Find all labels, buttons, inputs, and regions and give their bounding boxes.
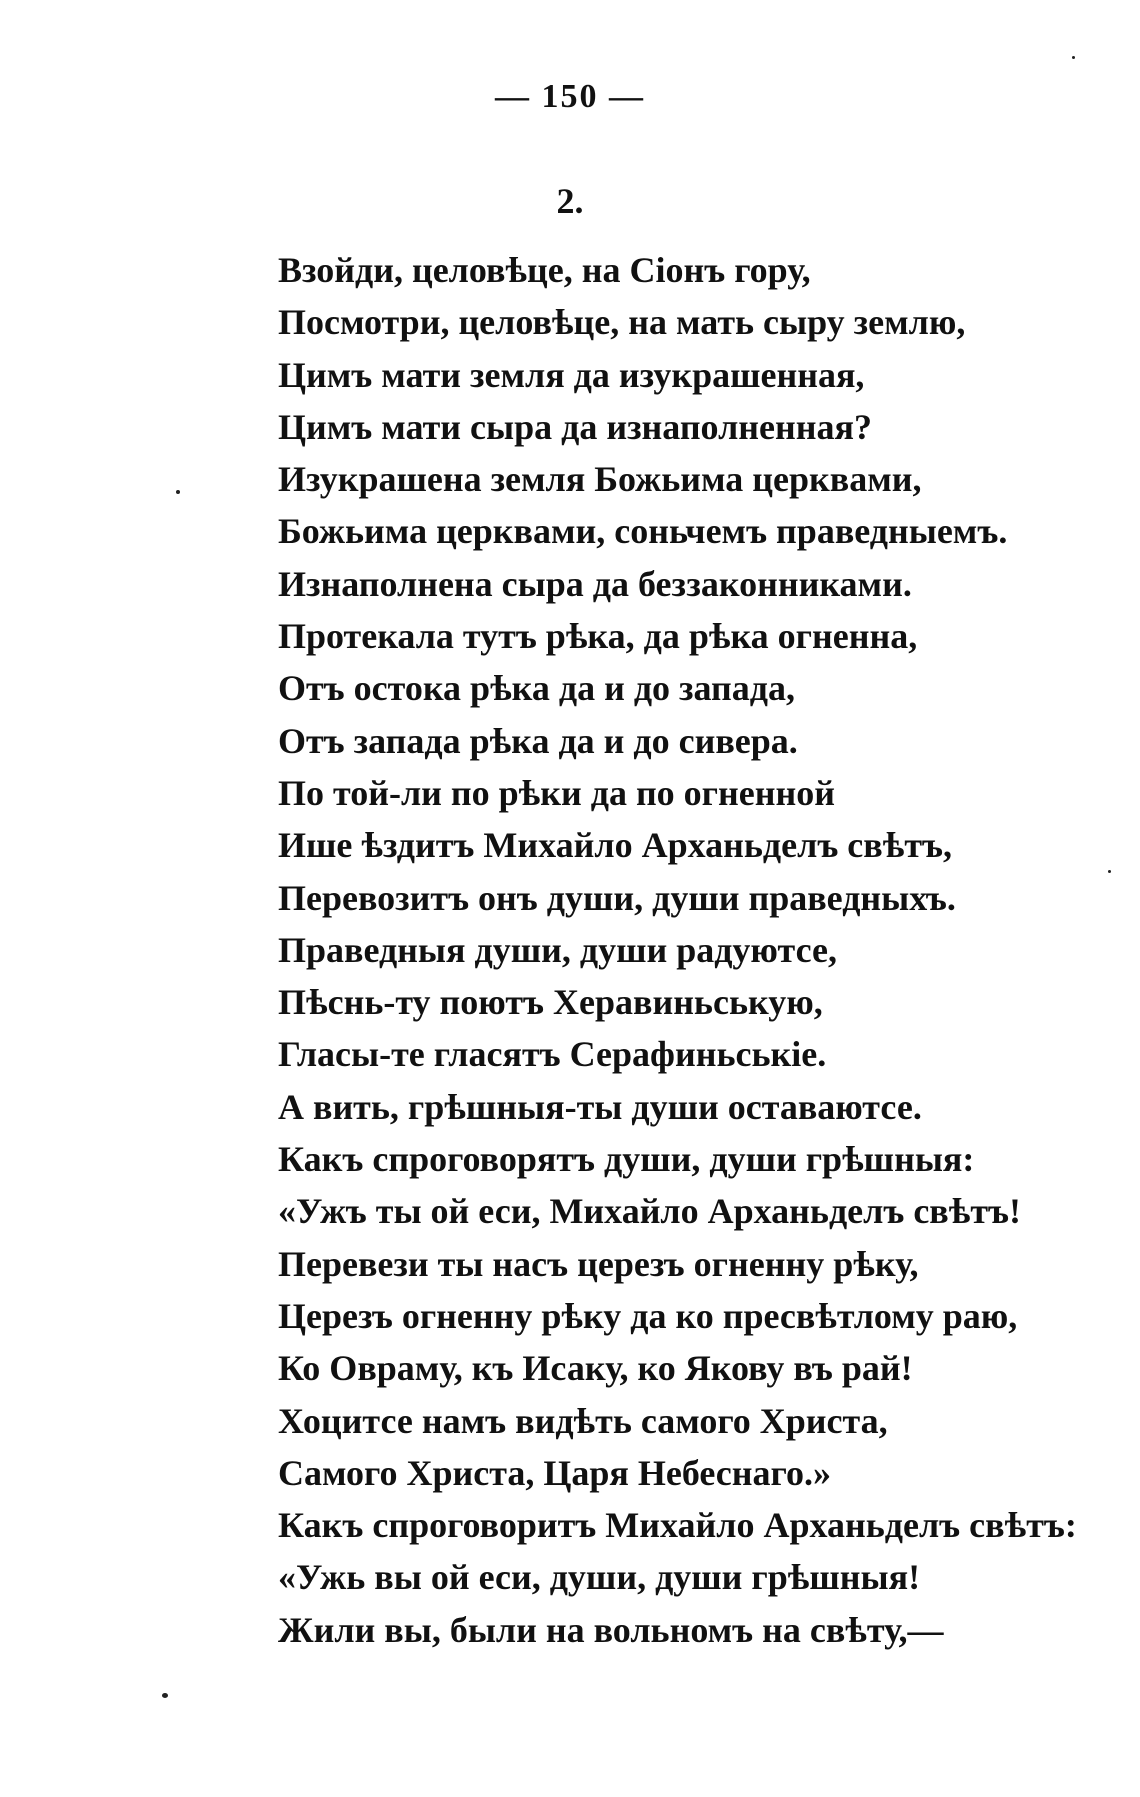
poem-line: Ко Овраму, къ Исаку, ко Якову въ рай! [278, 1348, 913, 1389]
poem-line: Какъ спроговоритъ Михайло Арханьделъ свѣтъ: [278, 1505, 1077, 1546]
poem-line: Взойди, целовѣце, на Сіонъ гору, [278, 250, 811, 290]
poem-line: Хоцитсе намъ видѣть самого Христа, [278, 1400, 888, 1441]
poem-line: «Ужь вы ой еси, души, души грѣшныя! [278, 1557, 921, 1598]
poem-line: «Ужъ ты ой еси, Михайло Арханьделъ свѣтъ! [278, 1191, 1022, 1232]
poem-line: Пѣснь-ту поютъ Херавиньськую, [278, 982, 823, 1023]
poem-line: Гласы-те гласятъ Серафиньськіе. [278, 1034, 827, 1075]
poem-line: Самого Христа, Царя Небеснаго.» [278, 1452, 831, 1493]
poem-line: Божьима церквами, соньчемъ праведныемъ. [278, 511, 1008, 552]
poem-line: Перевозитъ онъ души, души праведныхъ. [278, 877, 956, 918]
poem-line: Посмотри, целовѣце, на мать сыру землю, [278, 302, 966, 343]
poem-line: Цимъ мати земля да изукрашенная, [278, 354, 865, 395]
poem-line: Протекала тутъ рѣка, да рѣка огненна, [278, 616, 918, 657]
poem-line: Отъ запада рѣка да и до сивера. [278, 720, 798, 761]
scan-speck [1072, 56, 1075, 59]
poem-line: Изнаполнена сыра да беззаконниками. [278, 563, 912, 604]
poem-line: Ише ѣздитъ Михайло Арханьделъ свѣтъ, [278, 825, 952, 866]
poem-text [278, 244, 1078, 1656]
page-number: — 150 — [495, 78, 645, 115]
poem-line: По той-ли по рѣки да по огненной [278, 772, 835, 813]
poem-line: А вить, грѣшныя-ты души оставаютсе. [278, 1086, 922, 1127]
poem-line: Какъ спроговорятъ души, души грѣшныя: [278, 1139, 975, 1180]
section-number: 2. [556, 181, 584, 221]
poem-line: Перевези ты насъ церезъ огненну рѣку, [278, 1243, 919, 1284]
poem-line: Цимъ мати сыра да изнаполненная? [278, 406, 872, 447]
scan-speck [1108, 870, 1111, 873]
poem-line: Отъ остока рѣка да и до запада, [278, 668, 795, 709]
poem-line: Церезъ огненну рѣку да ко пресвѣтлому раю, [278, 1295, 1018, 1336]
scan-speck [162, 1693, 168, 1698]
scan-speck [176, 490, 180, 494]
poem-line: Праведныя души, души радуютсе, [278, 929, 837, 970]
poem-line: Жили вы, были на вольномъ на свѣту,— [278, 1609, 944, 1650]
poem-line: Изукрашена земля Божьима церквами, [278, 459, 922, 500]
